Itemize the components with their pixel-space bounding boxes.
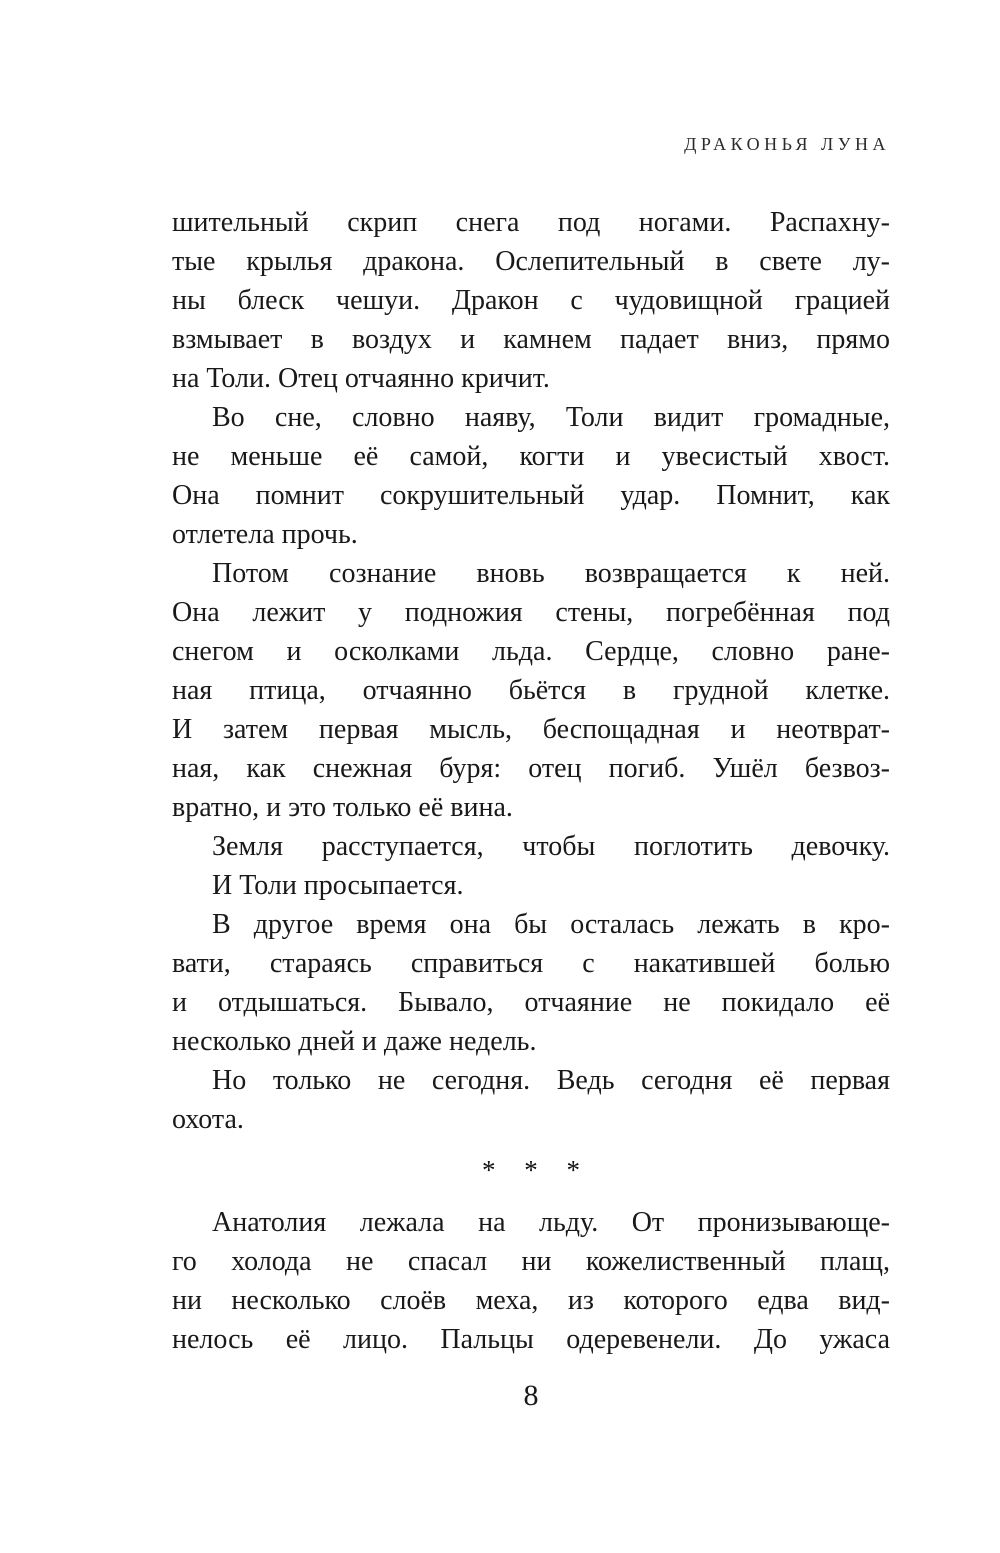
text-line: ни несколько слоёв меха, из которого едва вид- — [172, 1285, 890, 1316]
text-line: охота. — [172, 1104, 244, 1135]
text-line: Потом сознание вновь возвращается к ней. — [212, 558, 890, 589]
text-line: снегом и осколками льда. Сердце, словно ране- — [172, 636, 890, 667]
text-line: тые крылья дракона. Ослепительный в свете лу- — [172, 246, 890, 277]
text-line: вратно, и это только её вина. — [172, 792, 513, 823]
paragraph — [172, 1061, 890, 1139]
paragraph — [172, 827, 890, 866]
running-header: ДРАКОНЬЯ ЛУНА — [684, 134, 890, 154]
paragraph — [172, 1203, 890, 1359]
text-line: го холода не спасал ни кожелиственный плащ, — [172, 1246, 890, 1277]
text-line: взмывает в воздух и камнем падает вниз, прямо — [172, 324, 890, 355]
text-line: шительный скрип снега под ногами. Распахну- — [172, 207, 890, 238]
body-text — [172, 203, 890, 1359]
text-line: на Толи. Отец отчаянно кричит. — [172, 363, 550, 394]
paragraph — [172, 554, 890, 827]
text-line: ная птица, отчаянно бьётся в грудной клетке. — [172, 675, 890, 706]
paragraph — [172, 866, 890, 905]
text-line: Но только не сегодня. Ведь сегодня её первая — [212, 1065, 890, 1096]
text-line: несколько дней и даже недель. — [172, 1026, 537, 1057]
text-line: Во сне, словно наяву, Толи видит громадные, — [212, 402, 890, 433]
paragraph — [172, 905, 890, 1061]
text-line: И Толи просыпается. — [212, 870, 464, 901]
text-line: В другое время она бы осталась лежать в кро- — [212, 909, 890, 940]
page-number: 8 — [523, 1379, 539, 1412]
section-separator: * * * — [482, 1155, 580, 1185]
text-line: вати, стараясь справиться с накатившей болью — [172, 948, 890, 979]
text-line: Земля расступается, чтобы поглотить девочку. — [212, 831, 890, 862]
text-line: Она лежит у подножия стены, погребённая под — [172, 597, 890, 628]
text-line: нелось её лицо. Пальцы одеревенели. До ужаса — [172, 1324, 890, 1355]
text-line: Анатолия лежала на льду. От пронизывающе- — [212, 1207, 890, 1238]
paragraph — [172, 398, 890, 554]
text-line: отлетела прочь. — [172, 519, 358, 550]
text-line: не меньше её самой, когти и увесистый хвост. — [172, 441, 890, 472]
text-line: Она помнит сокрушительный удар. Помнит, как — [172, 480, 890, 511]
paragraph — [172, 203, 890, 398]
text-line: ны блеск чешуи. Дракон с чудовищной грацией — [172, 285, 890, 316]
text-line: И затем первая мысль, беспощадная и неотврат- — [172, 714, 890, 745]
text-line: и отдышаться. Бывало, отчаяние не покидало её — [172, 987, 890, 1018]
text-line: ная, как снежная буря: отец погиб. Ушёл безвоз- — [172, 753, 890, 784]
